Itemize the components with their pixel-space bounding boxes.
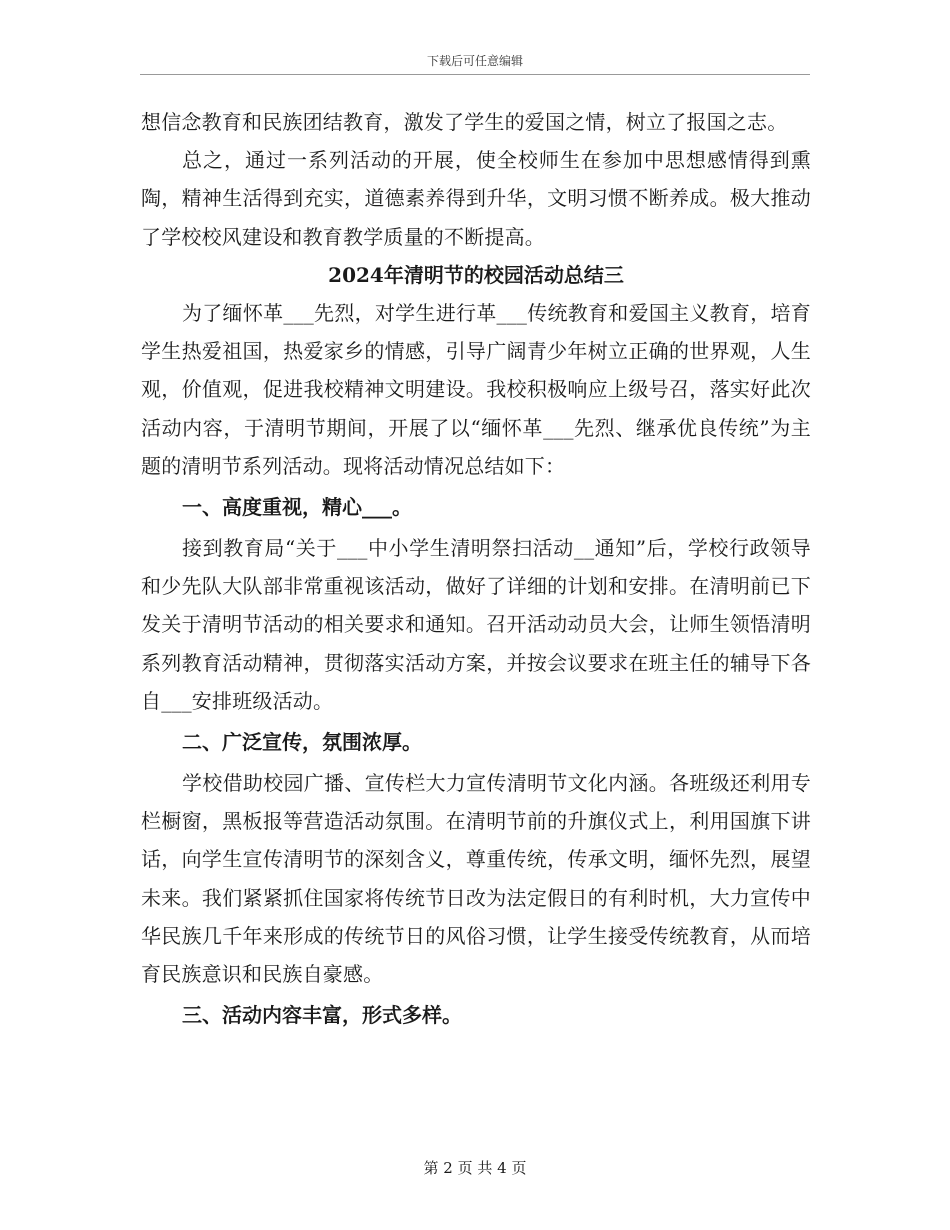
page-header: 下载后可任意编辑 bbox=[426, 54, 523, 68]
paragraph-continued: 想信念教育和民族团结教育，激发了学生的爱国之情，树立了报国之志。 bbox=[141, 110, 788, 134]
heading-one: 一、高度重视，精心___。 bbox=[182, 495, 412, 520]
paragraph-intro: 为了缅怀革___先烈，对学生进行革___传统教育和爱国主义教育，培育学生热爱祖国，热爱家乡的情感，引导广阔青少年树立正确的世界观，人生观，价值观，促进我校精神文明建设。我校积极响应上级号召，落实好此次活动内容，于清明节期间，开展了以“缅怀革___先烈、继承优良传统”为主题的清明节系列活动。现将活动情况总结如下： bbox=[141, 301, 811, 478]
paragraph-summary: 总之，通过一系列活动的开展，使全校师生在参加中思想感情得到熏陶，精神生活得到充实，道德素养得到升华，文明习惯不断养成。极大推动了学校校风建设和教育教学质量的不断提高。 bbox=[141, 148, 811, 249]
page-number: 第 2 页 共 4 页 bbox=[423, 1159, 527, 1177]
heading-two: 二、广泛宣传，氛围浓厚。 bbox=[182, 730, 422, 755]
heading-three: 三、活动内容丰富，形式多样。 bbox=[182, 1003, 462, 1028]
document-body bbox=[141, 103, 811, 1037]
section-title: 2024年清明节的校园活动总结三 bbox=[328, 262, 624, 287]
paragraph-two: 学校借助校园广播、宣传栏大力宣传清明节文化内涵。各班级还利用专栏橱窗，黑板报等营造活动氛围。在清明节前的升旗仪式上，利用国旗下讲话，向学生宣传清明节的深刻含义，尊重传统，传承文明，缅怀先烈，展望未来。我们紧紧抓住国家将传统节日改为法定假日的有利时机，大力宣传中华民族几千年来形成的传统节日的风俗习惯，让学生接受传统教育，从而培育民族意识和民族自豪感。 bbox=[141, 771, 811, 987]
paragraph-one: 接到教育局“关于___中小学生清明祭扫活动__通知”后，学校行政领导和少先队大队部非常重视该活动，做好了详细的计划和安排。在清明前已下发关于清明节活动的相关要求和通知。召开活动动员大会，让师生领悟清明系列教育活动精神，贯彻落实活动方案，并按会议要求在班主任的辅导下各自___安排班级活动。 bbox=[141, 536, 811, 713]
header-divider bbox=[140, 74, 810, 75]
